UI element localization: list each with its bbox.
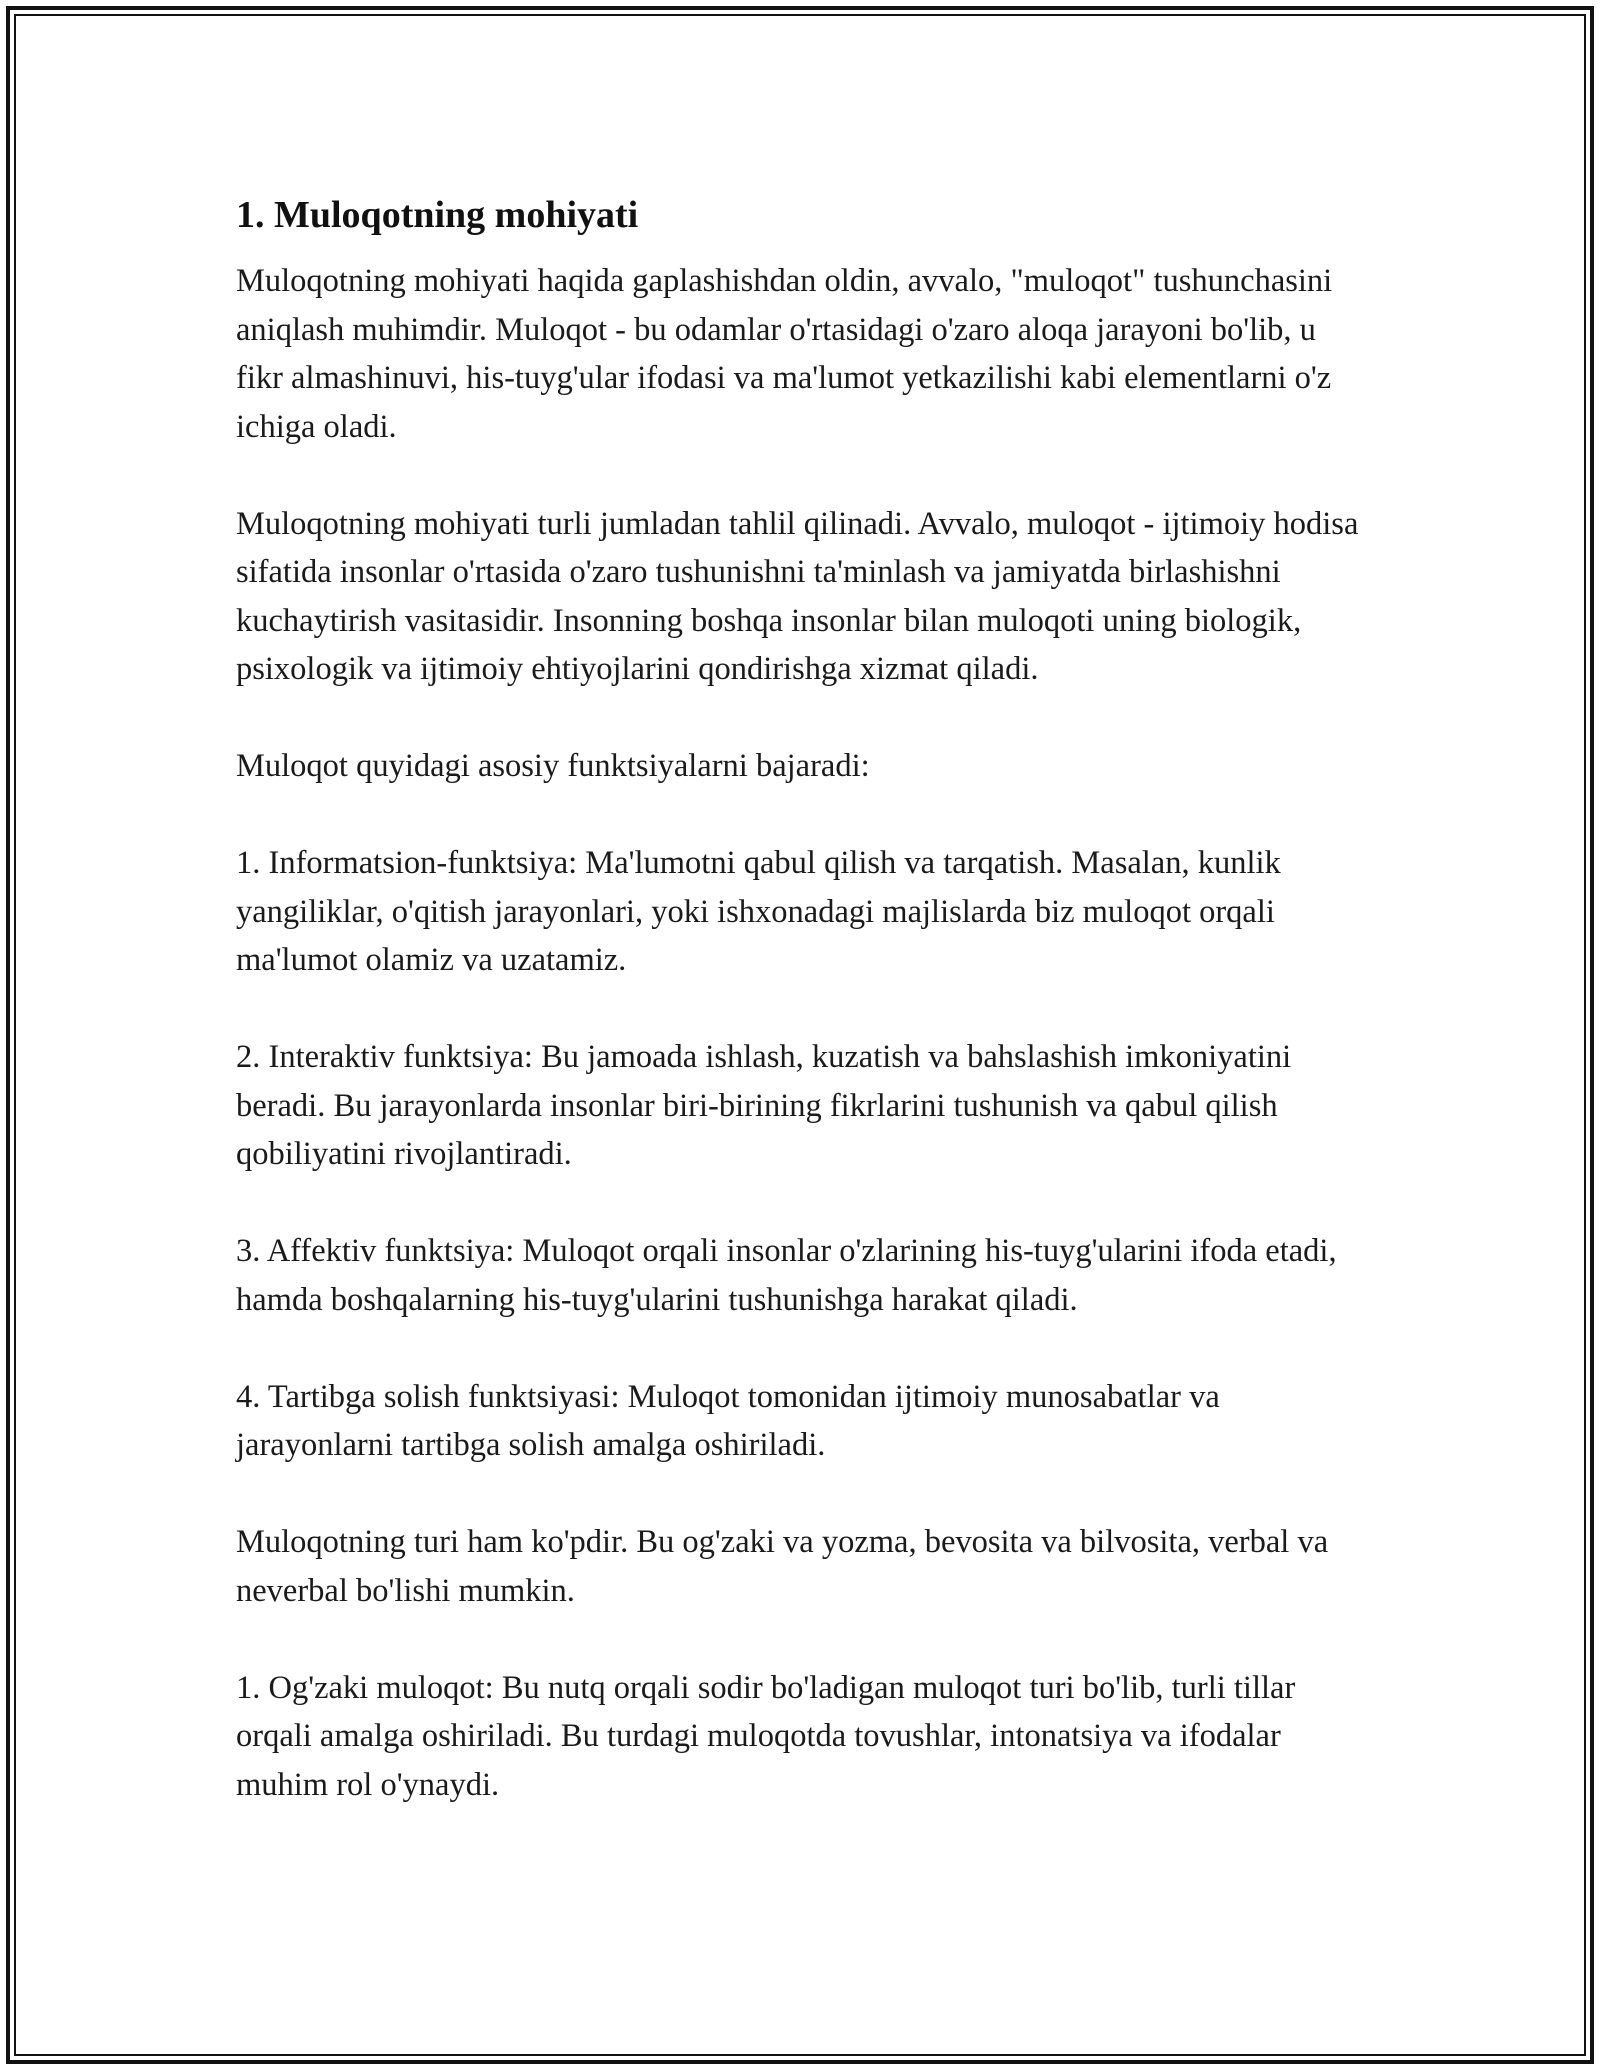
document-body	[236, 185, 1366, 1858]
paragraph-essence: Muloqotning mohiyati turli jumladan tahlil qilinadi. Avvalo, muloqot - ijtimoiy hodisa sifatida insonlar o'rtasida o'zaro tushunishni ta'minlash va jamiyatda birlashishni kuchaytirish vasitasidir. Insonning boshqa insonlar bilan muloqoti uning biologik, psixologik va ijtimoiy ehtiyojlarini qondirishga xizmat qiladi.	[236, 505, 1359, 687]
paragraph-function-regulatory: 4. Tartibga solish funktsiyasi: Muloqot tomonidan ijtimoiy munosabatlar va jarayonlarni tartibga solish amalga oshiriladi.	[236, 1378, 1220, 1463]
paragraph-functions-intro: Muloqot quyidagi asosiy funktsiyalarni bajaradi:	[236, 748, 870, 784]
paragraph-types: Muloqotning turi ham ko'pdir. Bu og'zaki va yozma, bevosita va bilvosita, verbal va neverbal bo'lishi mumkin.	[236, 1524, 1329, 1609]
paragraph-function-informational: 1. Informatsion-funktsiya: Ma'lumotni qabul qilish va tarqatish. Masalan, kunlik yangiliklar, o'qitish jarayonlari, yoki ishxonadagi majlislarda biz muloqot orqali ma'lumot olamiz va uzatamiz.	[236, 845, 1281, 978]
section-heading: 1. Muloqotning mohiyati	[236, 194, 639, 236]
paragraph-intro: Muloqotning mohiyati haqida gaplashishdan oldin, avvalo, "muloqot" tushunchasini aniqlash muhimdir. Muloqot - bu odamlar o'rtasidagi o'zaro aloqa jarayoni bo'lib, u fikr almashinuvi, his-tuyg'ular ifodasi va ma'lumot yetkazilishi kabi elementlarni o'z ichiga oladi.	[236, 263, 1333, 445]
paragraph-function-affective: 3. Affektiv funktsiya: Muloqot orqali insonlar o'zlarining his-tuyg'ularini ifoda etadi, hamda boshqalarning his-tuyg'ularini tushunishga harakat qiladi.	[236, 1233, 1337, 1318]
paragraph-type-oral: 1. Og'zaki muloqot: Bu nutq orqali sodir bo'ladigan muloqot turi bo'lib, turli tillar orqali amalga oshiriladi. Bu turdagi muloqotda tovushlar, intonatsiya va ifodalar muhim rol o'ynaydi.	[236, 1669, 1296, 1803]
paragraph-function-interactive: 2. Interaktiv funktsiya: Bu jamoada ishlash, kuzatish va bahslashish imkoniyatini beradi. Bu jarayonlarda insonlar biri-birining fikrlarini tushunish va qabul qilish qobiliyatini rivojlantiradi.	[236, 1039, 1292, 1172]
